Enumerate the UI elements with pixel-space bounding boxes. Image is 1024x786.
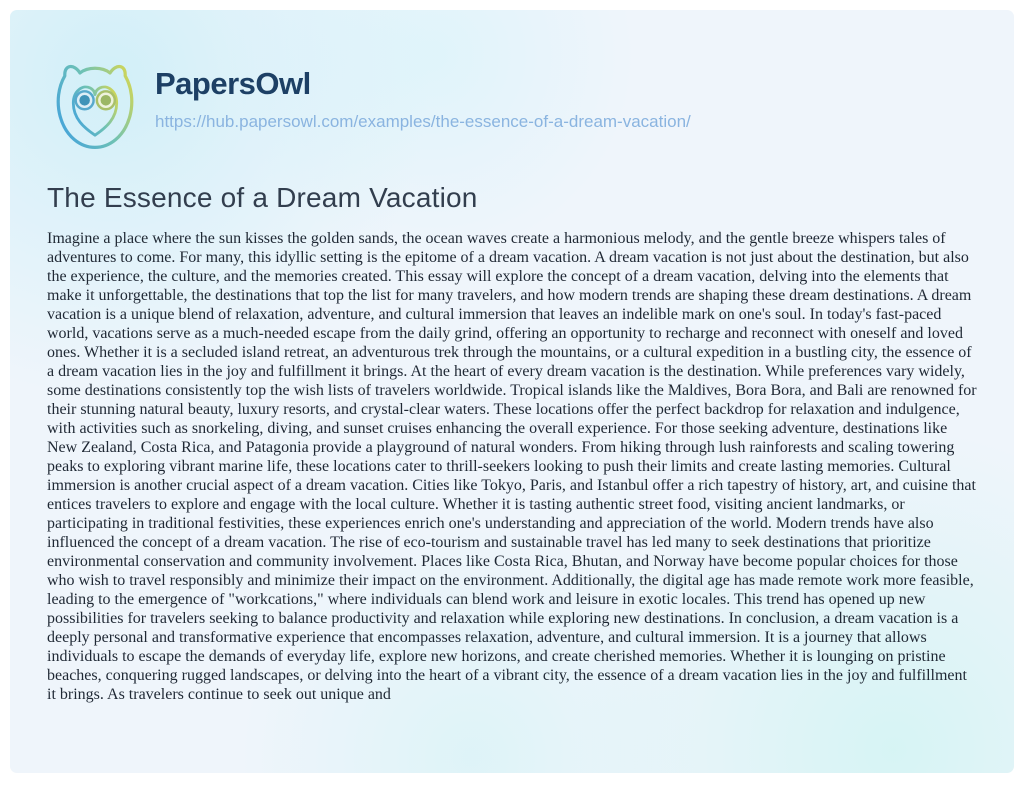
brand-block: [155, 56, 691, 132]
essay-body-text: Imagine a place where the sun kisses the golden sands, the ocean waves create a harmonious melody, and the gentle breeze whispers tales of adventures to come. For many, this idyllic setting is the epitome of a dream vacation. A dream vacation is not just about the destination, but also the experience, the culture, and the memories created. This essay will explore the concept of a dream vacation, delving into the elements that make it unforgettable, the destinations that top the list for many travelers, and how modern trends are shaping these dream destinations. A dream vacation is a unique blend of relaxation, adventure, and cultural immersion that leaves an indelible mark on one's soul. In today's fast-paced world, vacations serve as a much-needed escape from the daily grind, offering an opportunity to recharge and reconnect with oneself and loved ones. Whether it is a secluded island retreat, an adventurous trek through the mountains, or a cultural expedition in a bustling city, the essence of a dream vacation lies in the joy and fulfillment it brings. At the heart of every dream vacation is the destination. While preferences vary widely, some destinations consistently top the wish lists of travelers worldwide. Tropical islands like the Maldives, Bora Bora, and Bali are renowned for their stunning natural beauty, luxury resorts, and crystal-clear waters. These locations offer the perfect backdrop for relaxation and indulgence, with activities such as snorkeling, diving, and sunset cruises enhancing the overall experience. For those seeking adventure, destinations like New Zealand, Costa Rica, and Patagonia provide a playground of natural wonders. From hiking through lush rainforests and scaling towering peaks to exploring vibrant marine life, these locations cater to thrill-seekers looking to push their limits and create lasting memories. Cultural immersion is another crucial aspect of a dream vacation. Cities like Tokyo, Paris, and Istanbul offer a rich tapestry of history, art, and cuisine that entices travelers to explore and engage with the local culture. Whether it is tasting authentic street food, visiting ancient landmarks, or participating in traditional festivities, these experiences enrich one's understanding and appreciation of the world. Modern trends have also influenced the concept of a dream vacation. The rise of eco-tourism and sustainable travel has led many to seek destinations that prioritize environmental conservation and community involvement. Places like Costa Rica, Bhutan, and Norway have become popular choices for those who wish to travel responsibly and minimize their impact on the environment. Additionally, the digital age has made remote work more feasible, leading to the emergence of "workcations," where individuals can blend work and leisure in exotic locales. This trend has opened up new possibilities for travelers seeking to balance productivity and relaxation while exploring new destinations. In conclusion, a dream vacation is a deeply personal and transformative experience that encompasses relaxation, adventure, and cultural immersion. It is a journey that allows individuals to escape the demands of everyday life, explore new horizons, and create cherished memories. Whether it is lounging on pristine beaches, conquering rugged landscapes, or delving into the heart of a vibrant city, the essence of a dream vacation lies in the joy and fulfillment it brings. As travelers continue to seek out unique and: [47, 230, 977, 703]
site-header: [10, 10, 1014, 154]
source-url-link[interactable]: https://hub.papersowl.com/examples/the-essence-of-a-dream-vacation/: [155, 112, 691, 131]
essay-title: The Essence of a Dream Vacation: [47, 182, 478, 213]
owl-right-pupil-icon: [101, 95, 112, 106]
papersowl-owl-logo: [47, 56, 143, 154]
owl-left-pupil-icon: [79, 95, 90, 106]
document-card: [10, 10, 1014, 773]
brand-name: PapersOwl: [155, 66, 311, 101]
